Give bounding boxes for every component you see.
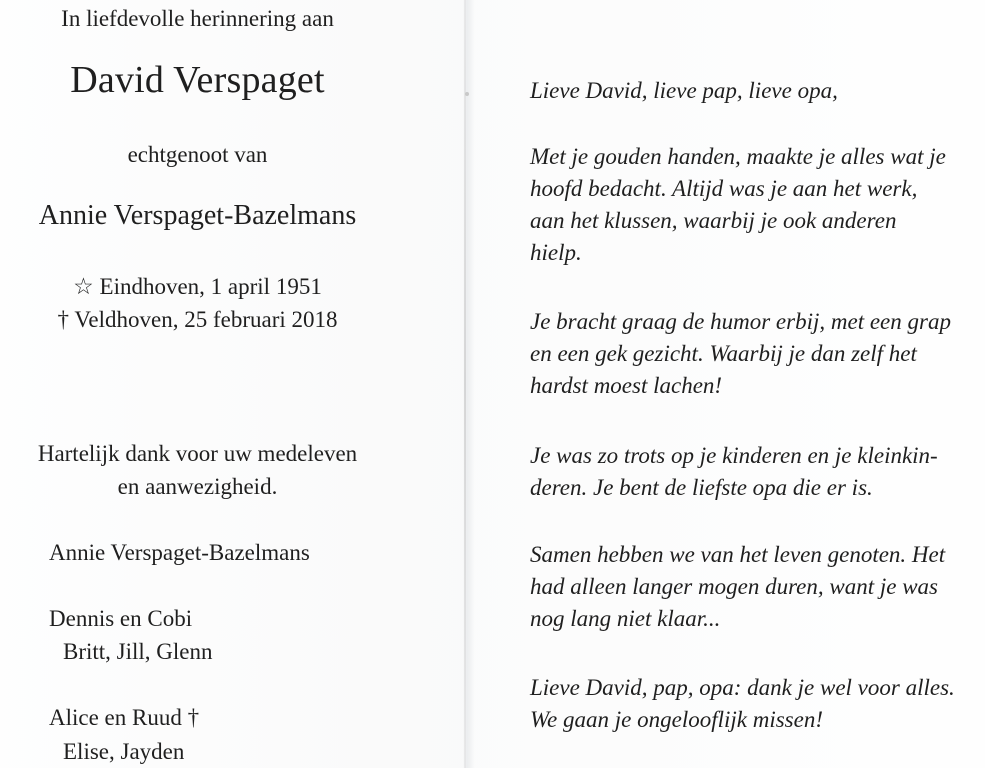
spouse-intro: echtgenoot van [127, 142, 268, 167]
poem-line: Je was zo trots op je kinderen en je kleinkin- [530, 443, 938, 468]
family-line: Dennis en Cobi [49, 606, 193, 631]
poem-line: hardst moest lachen! [530, 373, 723, 398]
poem-stanza [530, 75, 979, 107]
thanks-line-2: en aanwezigheid. [117, 474, 278, 499]
poem-line: hielp. [530, 240, 582, 265]
poem-line: aan het klussen, waarbij je ook anderen [530, 208, 897, 233]
poem-line: Met je gouden handen, maakte je alles wat je [530, 144, 946, 169]
family-line: Britt, Jill, Glenn [63, 639, 213, 664]
poem-line: en een gek gezicht. Waarbij je dan zelf het [530, 341, 917, 366]
spouse-name: Annie Verspaget-Bazelmans [38, 200, 357, 231]
thanks-line-1: Hartelijk dank voor uw medeleven [37, 441, 358, 466]
family-line: Annie Verspaget-Bazelmans [49, 540, 310, 565]
poem-stanza [530, 672, 979, 736]
poem-line: nog lang niet klaar... [530, 606, 721, 631]
poem-line: hoofd bedacht. Altijd was je aan het werk, [530, 176, 918, 201]
poem-line: We gaan je ongelooflijk missen! [530, 707, 823, 732]
poem-stanza [530, 306, 979, 402]
poem-stanza [530, 141, 979, 269]
poem-line: had alleen langer mogen duren, want je was [530, 574, 938, 599]
death-line: † Veldhoven, 25 februari 2018 [57, 307, 338, 332]
deceased-name: David Verspaget [70, 59, 325, 101]
poem-line: Lieve David, pap, opa: dank je wel voor alles. [530, 675, 955, 700]
family-line: Alice en Ruud † [49, 705, 200, 730]
poem-line: deren. Je bent de liefste opa die er is. [530, 475, 873, 500]
poem-stanza [530, 539, 979, 635]
family-line: Elise, Jayden [63, 739, 185, 764]
right-page [466, 0, 985, 768]
intro-text: In liefdevolle herinnering aan [61, 6, 334, 31]
birth-line: ☆ Eindhoven, 1 april 1951 [73, 274, 322, 299]
poem-line: Lieve David, lieve pap, lieve opa, [530, 78, 838, 103]
left-page [0, 0, 465, 768]
poem-stanza [530, 440, 979, 504]
poem-line: Je bracht graag de humor erbij, met een grap [530, 309, 951, 334]
poem-line: Samen hebben we van het leven genoten. Het [530, 542, 946, 567]
